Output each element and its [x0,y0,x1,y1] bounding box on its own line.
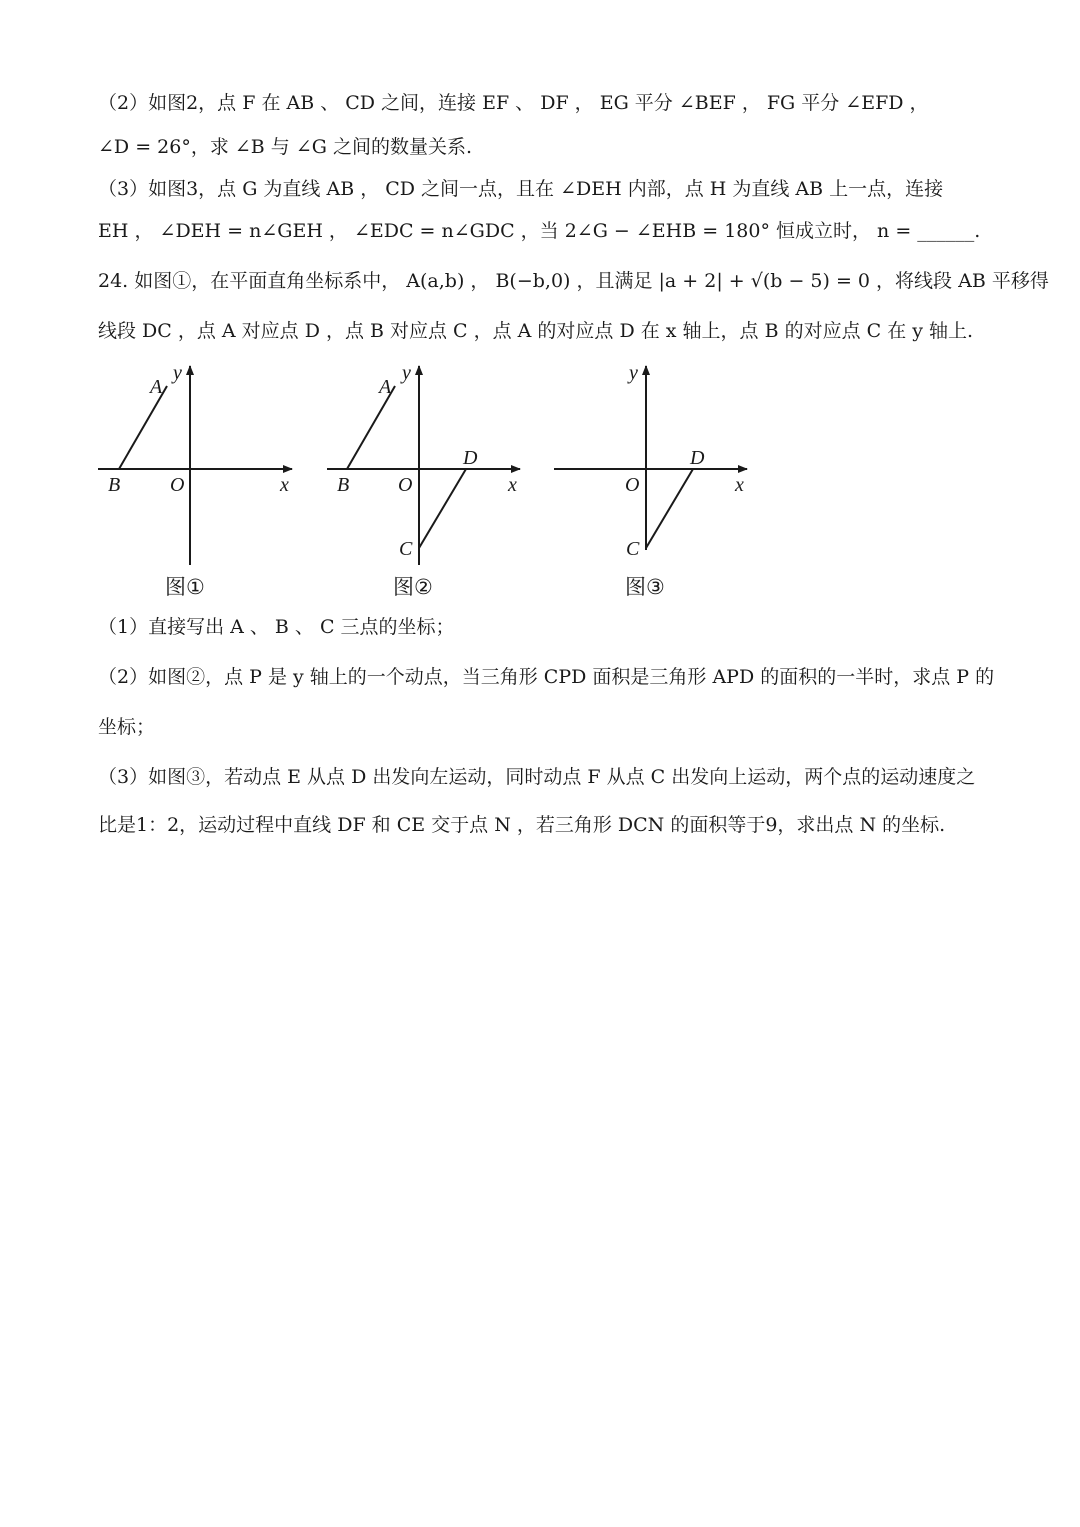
figure-1 [98,362,292,599]
figure-3 [554,362,747,599]
fig1-label-a: A [150,376,163,398]
fig3-label-x: x [735,474,744,496]
fig2-segment-dc [419,469,466,548]
text-line-2: ∠D = 26°，求 ∠B 与 ∠G 之间的数量关系. [98,136,473,158]
text-line-8: （2）如图②，点 P 是 y 轴上的一个动点，当三角形 CPD 面积是三角形 APD 的面积的一半时，求点 P 的 [98,666,995,688]
fig2-segment-ab [347,386,395,469]
fig2-label-d: D [463,447,478,469]
fig1-caption: 图① [165,575,205,599]
fig2-caption: 图② [393,575,433,599]
fig1-label-b: B [108,474,121,496]
text-line-4: EH ， ∠DEH = n∠GEH ， ∠EDC = n∠GDC ，当 2∠G − ∠EHB = 180° 恒成立时， n = ______. [98,220,981,242]
fig3-label-d: D [690,447,705,469]
figures-row [95,360,775,605]
text-line-1: （2）如图2，点 F 在 AB 、 CD 之间，连接 EF 、 DF ， EG 平分 ∠BEF ， FG 平分 ∠EFD ， [98,92,929,114]
fig3-caption: 图③ [625,575,665,599]
fig2-label-y: y [402,362,411,384]
text-line-7: （1）直接写出 A 、 B 、 C 三点的坐标； [98,616,455,638]
fig2-label-a: A [379,376,392,398]
fig1-segment-ab [119,386,167,469]
fig2-label-x: x [508,474,517,496]
fig3-segment-dc [646,469,693,548]
text-line-10: （3）如图③，若动点 E 从点 D 出发向左运动，同时动点 F 从点 C 出发向上运动，两个点的运动速度之 [98,766,976,788]
figure-2 [327,362,520,599]
fig1-label-o: O [170,474,185,496]
fig3-label-o: O [625,474,640,496]
text-line-6: 线段 DC ，点 A 对应点 D ，点 B 对应点 C ，点 A 的对应点 D 在 x 轴上，点 B 的对应点 C 在 y 轴上. [98,320,974,342]
fig2-label-o: O [398,474,413,496]
fig3-label-c: C [626,538,640,560]
fig1-label-y: y [173,362,182,384]
text-line-3: （3）如图3，点 G 为直线 AB ， CD 之间一点，且在 ∠DEH 内部，点 H 为直线 AB 上一点，连接 [98,178,944,200]
fig3-label-y: y [629,362,638,384]
text-line-5: 24. 如图①，在平面直角坐标系中， A(a,b) ， B(−b,0) ，且满足 |a + 2| + √(b − 5) = 0 ，将线段 AB 平移得 [98,270,1049,292]
text-line-11: 比是1：2，运动过程中直线 DF 和 CE 交于点 N ，若三角形 DCN 的面积等于9，求出点 N 的坐标. [98,814,946,836]
fig2-label-b: B [337,474,350,496]
figures-svg [95,360,775,605]
fig1-label-x: x [280,474,289,496]
text-line-9: 坐标； [98,716,156,738]
fig2-label-c: C [399,538,413,560]
